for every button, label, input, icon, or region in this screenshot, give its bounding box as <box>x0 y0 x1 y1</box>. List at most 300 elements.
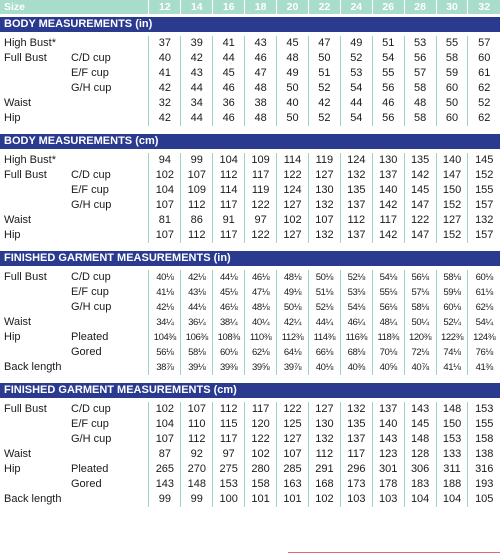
body-measurements-cm-heading: BODY MEASUREMENTS (cm) <box>0 134 500 149</box>
value-cell: 56 <box>372 111 404 126</box>
value-cell: 143 <box>149 477 181 492</box>
table-row <box>0 330 500 345</box>
measurement-variant: Gored <box>71 346 102 358</box>
value-cell: 55⅛ <box>372 285 404 300</box>
value-cell: 132 <box>340 168 372 183</box>
value-cell: 122⅜ <box>436 330 468 345</box>
value-cell: 138 <box>468 447 500 462</box>
value-cell: 296 <box>340 462 372 477</box>
measurement-name: Hip <box>4 112 21 124</box>
value-cell: 140 <box>436 153 468 168</box>
row-label <box>0 447 149 462</box>
value-cell: 81 <box>149 213 181 228</box>
row-label <box>0 315 149 330</box>
size-26: 26 <box>372 0 404 14</box>
value-cell: 59 <box>436 66 468 81</box>
value-cell: 50 <box>308 51 340 66</box>
value-cell: 39⅞ <box>277 360 309 375</box>
value-cell: 54⅛ <box>372 270 404 285</box>
value-cell: 52 <box>340 51 372 66</box>
value-cell: 64⅛ <box>277 345 309 360</box>
value-cell: 122 <box>277 168 309 183</box>
value-cell: 101 <box>245 492 277 507</box>
value-cell: 34¼ <box>149 315 181 330</box>
value-cell: 100 <box>213 492 245 507</box>
value-cell: 38⅞ <box>149 360 181 375</box>
value-cell: 49 <box>277 66 309 81</box>
value-cell: 104 <box>436 492 468 507</box>
table-row <box>0 402 500 417</box>
measurement-variant: G/H cup <box>71 82 112 94</box>
row-label <box>0 96 149 111</box>
value-cell: 112 <box>308 447 340 462</box>
row-label <box>0 417 149 432</box>
value-cell: 39⅜ <box>213 360 245 375</box>
value-cell: 46 <box>213 81 245 96</box>
value-cell: 163 <box>277 477 309 492</box>
value-cell: 62 <box>468 81 500 96</box>
value-cell: 145 <box>404 417 436 432</box>
value-cell: 148 <box>436 402 468 417</box>
value-cell: 42 <box>149 81 181 96</box>
value-cell: 122 <box>245 198 277 213</box>
table-row <box>0 183 500 198</box>
size-22: 22 <box>308 0 340 14</box>
value-cell: 60⅛ <box>468 270 500 285</box>
value-cell: 58⅛ <box>181 345 213 360</box>
value-cell: 42¼ <box>277 315 309 330</box>
table-row <box>0 81 500 96</box>
value-cell: 145 <box>468 153 500 168</box>
table-row <box>0 228 500 243</box>
value-cell: 120 <box>245 417 277 432</box>
value-cell: 153 <box>213 477 245 492</box>
table-row <box>0 111 500 126</box>
value-cell: 152 <box>436 228 468 243</box>
value-cell: 158 <box>245 477 277 492</box>
value-cell: 45⅛ <box>213 285 245 300</box>
value-cell: 301 <box>372 462 404 477</box>
size-16: 16 <box>213 0 245 14</box>
value-cell: 99 <box>181 492 213 507</box>
value-cell: 32 <box>149 96 181 111</box>
finished-garment-in-table <box>0 270 500 375</box>
value-cell: 92 <box>181 447 213 462</box>
value-cell: 142 <box>372 198 404 213</box>
value-cell: 44 <box>213 51 245 66</box>
row-label <box>0 270 149 285</box>
finished-garment-cm-heading: FINISHED GARMENT MEASUREMENTS (cm) <box>0 383 500 398</box>
value-cell: 91 <box>213 213 245 228</box>
value-cell: 127 <box>277 198 309 213</box>
value-cell: 62⅛ <box>245 345 277 360</box>
value-cell: 40⅞ <box>404 360 436 375</box>
value-cell: 53 <box>404 36 436 51</box>
value-cell: 102 <box>149 402 181 417</box>
row-label <box>0 360 149 375</box>
value-cell: 42⅛ <box>181 270 213 285</box>
value-cell: 112 <box>181 432 213 447</box>
measurement-variant: G/H cup <box>71 433 112 445</box>
value-cell: 122 <box>404 213 436 228</box>
value-cell: 148 <box>181 477 213 492</box>
value-cell: 150 <box>436 417 468 432</box>
value-cell: 119 <box>308 153 340 168</box>
value-cell: 105 <box>468 492 500 507</box>
value-cell: 46 <box>372 96 404 111</box>
value-cell: 147 <box>436 168 468 183</box>
measurement-variant: E/F cup <box>71 418 109 430</box>
value-cell: 56⅛ <box>149 345 181 360</box>
value-cell: 49⅛ <box>277 285 309 300</box>
body-measurements-in-table <box>0 36 500 126</box>
value-cell: 40¼ <box>245 315 277 330</box>
value-cell: 107 <box>277 447 309 462</box>
value-cell: 124⅜ <box>468 330 500 345</box>
value-cell: 43 <box>181 66 213 81</box>
value-cell: 58 <box>404 81 436 96</box>
value-cell: 58 <box>404 111 436 126</box>
value-cell: 107 <box>149 432 181 447</box>
value-cell: 102 <box>149 168 181 183</box>
table-row <box>0 432 500 447</box>
value-cell: 41 <box>213 36 245 51</box>
table-row <box>0 492 500 507</box>
table-row <box>0 345 500 360</box>
value-cell: 51 <box>372 36 404 51</box>
value-cell: 125 <box>277 417 309 432</box>
value-cell: 127 <box>308 168 340 183</box>
value-cell: 48 <box>245 81 277 96</box>
value-cell: 56 <box>404 51 436 66</box>
value-cell: 127 <box>277 228 309 243</box>
value-cell: 143 <box>372 432 404 447</box>
size-header-table <box>0 0 500 14</box>
value-cell: 140 <box>372 183 404 198</box>
value-cell: 104 <box>404 492 436 507</box>
value-cell: 102 <box>308 492 340 507</box>
value-cell: 137 <box>340 198 372 213</box>
value-cell: 137 <box>340 432 372 447</box>
value-cell: 62 <box>468 111 500 126</box>
value-cell: 103 <box>340 492 372 507</box>
measurement-name: Hip <box>4 229 21 241</box>
value-cell: 285 <box>277 462 309 477</box>
value-cell: 112 <box>340 213 372 228</box>
value-cell: 36¼ <box>181 315 213 330</box>
value-cell: 54¼ <box>468 315 500 330</box>
size-28: 28 <box>404 0 436 14</box>
size-14: 14 <box>181 0 213 14</box>
value-cell: 280 <box>245 462 277 477</box>
value-cell: 56⅛ <box>372 300 404 315</box>
value-cell: 37 <box>149 36 181 51</box>
measurement-variant: C/D cup <box>71 271 111 283</box>
value-cell: 115 <box>213 417 245 432</box>
value-cell: 52 <box>468 96 500 111</box>
row-label <box>0 402 149 417</box>
measurement-name: Back length <box>4 493 62 505</box>
value-cell: 47 <box>245 66 277 81</box>
value-cell: 152 <box>468 168 500 183</box>
value-cell: 44 <box>340 96 372 111</box>
table-row <box>0 477 500 492</box>
value-cell: 41⅛ <box>436 360 468 375</box>
value-cell: 94 <box>149 153 181 168</box>
value-cell: 158 <box>468 432 500 447</box>
value-cell: 119 <box>245 183 277 198</box>
value-cell: 51⅛ <box>308 285 340 300</box>
row-label <box>0 183 149 198</box>
row-label <box>0 285 149 300</box>
value-cell: 132 <box>308 198 340 213</box>
value-cell: 124 <box>340 153 372 168</box>
value-cell: 41⅛ <box>149 285 181 300</box>
body-measurements-in-heading: BODY MEASUREMENTS (in) <box>0 17 500 32</box>
value-cell: 114⅜ <box>308 330 340 345</box>
value-cell: 70⅛ <box>372 345 404 360</box>
value-cell: 72⅛ <box>404 345 436 360</box>
value-cell: 130 <box>308 183 340 198</box>
value-cell: 52¼ <box>436 315 468 330</box>
value-cell: 44⅛ <box>213 270 245 285</box>
value-cell: 49 <box>340 36 372 51</box>
value-cell: 54 <box>372 51 404 66</box>
value-cell: 137 <box>372 402 404 417</box>
value-cell: 50 <box>277 111 309 126</box>
value-cell: 54 <box>340 111 372 126</box>
row-label <box>0 228 149 243</box>
table-row <box>0 51 500 66</box>
value-cell: 55 <box>436 36 468 51</box>
value-cell: 153 <box>468 402 500 417</box>
value-cell: 120⅜ <box>404 330 436 345</box>
measurement-name: Hip <box>4 463 21 475</box>
finished-garment-cm-table <box>0 402 500 507</box>
value-cell: 114 <box>277 153 309 168</box>
table-row <box>0 360 500 375</box>
table-row <box>0 447 500 462</box>
value-cell: 50 <box>277 81 309 96</box>
value-cell: 107 <box>181 168 213 183</box>
value-cell: 99 <box>149 492 181 507</box>
table-row <box>0 270 500 285</box>
measurement-variant: Gored <box>71 478 102 490</box>
value-cell: 152 <box>436 198 468 213</box>
row-label <box>0 198 149 213</box>
value-cell: 47⅛ <box>245 285 277 300</box>
value-cell: 102 <box>245 447 277 462</box>
measurement-variant: E/F cup <box>71 67 109 79</box>
value-cell: 57 <box>468 36 500 51</box>
value-cell: 54 <box>340 81 372 96</box>
value-cell: 39⅛ <box>181 360 213 375</box>
measurement-name: Full Bust <box>4 271 47 283</box>
value-cell: 107 <box>308 213 340 228</box>
value-cell: 61⅛ <box>468 285 500 300</box>
value-cell: 117 <box>213 198 245 213</box>
table-row <box>0 36 500 51</box>
value-cell: 68⅛ <box>340 345 372 360</box>
value-cell: 52 <box>308 81 340 96</box>
value-cell: 97 <box>245 213 277 228</box>
value-cell: 74⅛ <box>436 345 468 360</box>
value-cell: 157 <box>468 198 500 213</box>
size-32: 32 <box>468 0 500 14</box>
value-cell: 142 <box>372 228 404 243</box>
value-cell: 99 <box>181 153 213 168</box>
row-label <box>0 51 149 66</box>
value-cell: 50⅛ <box>308 270 340 285</box>
measurement-name: Hip <box>4 331 21 343</box>
value-cell: 107 <box>181 402 213 417</box>
value-cell: 42⅛ <box>149 300 181 315</box>
value-cell: 132 <box>308 228 340 243</box>
value-cell: 116⅜ <box>340 330 372 345</box>
value-cell: 62⅛ <box>468 300 500 315</box>
value-cell: 155 <box>468 183 500 198</box>
value-cell: 117 <box>245 168 277 183</box>
value-cell: 48 <box>277 51 309 66</box>
value-cell: 56 <box>372 81 404 96</box>
value-cell: 112 <box>213 168 245 183</box>
value-cell: 122 <box>245 432 277 447</box>
measurement-name: Full Bust <box>4 52 47 64</box>
size-label: Size <box>0 0 149 14</box>
value-cell: 52⅛ <box>340 270 372 285</box>
value-cell: 66⅛ <box>308 345 340 360</box>
value-cell: 275 <box>213 462 245 477</box>
value-cell: 107 <box>149 198 181 213</box>
value-cell: 112 <box>213 402 245 417</box>
value-cell: 135 <box>340 417 372 432</box>
table-row <box>0 153 500 168</box>
value-cell: 150 <box>436 183 468 198</box>
value-cell: 148 <box>404 432 436 447</box>
value-cell: 183 <box>404 477 436 492</box>
value-cell: 104 <box>149 183 181 198</box>
value-cell: 46¼ <box>340 315 372 330</box>
table-row <box>0 417 500 432</box>
value-cell: 118⅜ <box>372 330 404 345</box>
row-label <box>0 168 149 183</box>
value-cell: 41 <box>149 66 181 81</box>
measurement-variant: E/F cup <box>71 286 109 298</box>
measurement-variant: G/H cup <box>71 301 112 313</box>
size-header-row <box>0 0 500 14</box>
size-24: 24 <box>340 0 372 14</box>
value-cell: 41⅜ <box>468 360 500 375</box>
value-cell: 104 <box>149 417 181 432</box>
table-row <box>0 198 500 213</box>
row-label <box>0 36 149 51</box>
measurement-variant: G/H cup <box>71 199 112 211</box>
row-label <box>0 330 149 345</box>
value-cell: 178 <box>372 477 404 492</box>
value-cell: 42 <box>181 51 213 66</box>
value-cell: 86 <box>181 213 213 228</box>
value-cell: 104 <box>213 153 245 168</box>
value-cell: 117 <box>340 447 372 462</box>
value-cell: 97 <box>213 447 245 462</box>
value-cell: 103 <box>372 492 404 507</box>
value-cell: 270 <box>181 462 213 477</box>
value-cell: 52 <box>308 111 340 126</box>
value-cell: 147 <box>404 228 436 243</box>
value-cell: 101 <box>277 492 309 507</box>
value-cell: 58 <box>436 51 468 66</box>
value-cell: 36 <box>213 96 245 111</box>
measurement-name: Waist <box>4 316 32 328</box>
row-label <box>0 111 149 126</box>
value-cell: 110⅜ <box>245 330 277 345</box>
value-cell: 291 <box>308 462 340 477</box>
value-cell: 39 <box>181 36 213 51</box>
value-cell: 137 <box>372 168 404 183</box>
value-cell: 57 <box>404 66 436 81</box>
value-cell: 40 <box>277 96 309 111</box>
value-cell: 311 <box>436 462 468 477</box>
value-cell: 38¼ <box>213 315 245 330</box>
measurement-name: Waist <box>4 214 32 226</box>
measurement-variant: C/D cup <box>71 52 111 64</box>
value-cell: 145 <box>404 183 436 198</box>
value-cell: 60⅛ <box>213 345 245 360</box>
row-label <box>0 81 149 96</box>
value-cell: 48¼ <box>372 315 404 330</box>
value-cell: 44⅛ <box>181 300 213 315</box>
value-cell: 40⅝ <box>372 360 404 375</box>
value-cell: 55 <box>372 66 404 81</box>
measurement-name: Full Bust <box>4 169 47 181</box>
value-cell: 58⅛ <box>404 300 436 315</box>
value-cell: 112⅜ <box>277 330 309 345</box>
measurement-name: High Bust* <box>4 37 56 49</box>
value-cell: 50⅛ <box>277 300 309 315</box>
value-cell: 48⅛ <box>245 300 277 315</box>
value-cell: 40⅛ <box>308 360 340 375</box>
value-cell: 45 <box>277 36 309 51</box>
value-cell: 39⅝ <box>245 360 277 375</box>
value-cell: 46 <box>213 111 245 126</box>
value-cell: 54⅛ <box>340 300 372 315</box>
value-cell: 60 <box>468 51 500 66</box>
row-label <box>0 213 149 228</box>
value-cell: 147 <box>404 198 436 213</box>
value-cell: 46 <box>245 51 277 66</box>
value-cell: 57⅛ <box>404 285 436 300</box>
value-cell: 127 <box>277 432 309 447</box>
value-cell: 132 <box>468 213 500 228</box>
value-cell: 124 <box>277 183 309 198</box>
row-label <box>0 492 149 507</box>
table-row <box>0 213 500 228</box>
value-cell: 46⅛ <box>213 300 245 315</box>
row-label <box>0 153 149 168</box>
size-18: 18 <box>245 0 277 14</box>
measurement-variant: Pleated <box>71 331 109 343</box>
value-cell: 193 <box>468 477 500 492</box>
value-cell: 132 <box>308 432 340 447</box>
value-cell: 48⅛ <box>277 270 309 285</box>
value-cell: 53⅛ <box>340 285 372 300</box>
value-cell: 143 <box>404 402 436 417</box>
value-cell: 38 <box>245 96 277 111</box>
value-cell: 42 <box>149 111 181 126</box>
value-cell: 123 <box>372 447 404 462</box>
value-cell: 112 <box>181 228 213 243</box>
value-cell: 106⅜ <box>181 330 213 345</box>
